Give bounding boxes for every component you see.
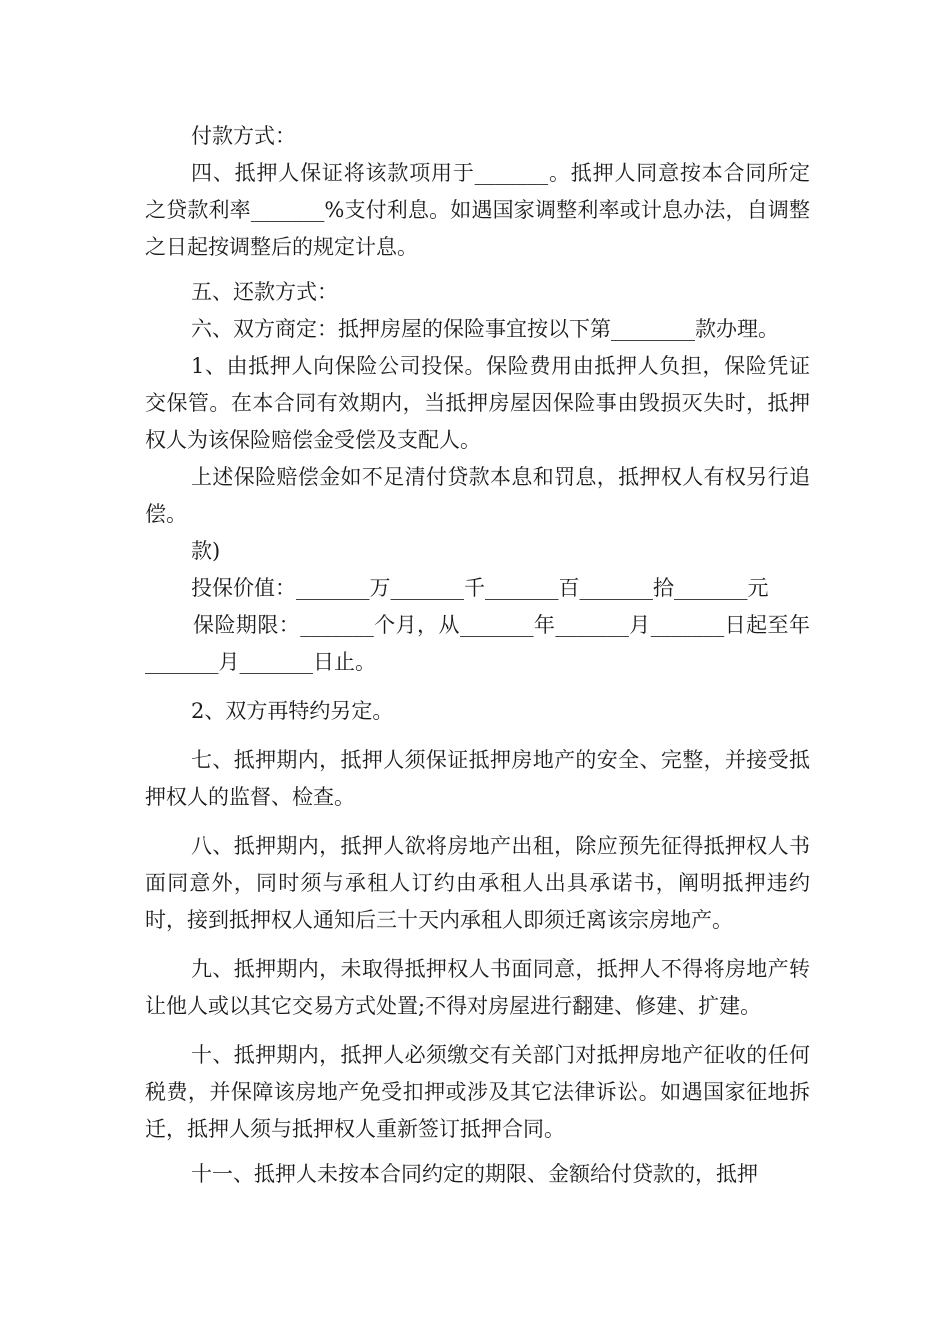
paragraph-insurance-option-2: 2、双方再特约另定。 [191,699,394,723]
paragraph-clause-fragment: 款) [191,539,221,563]
paragraph-clause-6: 六、双方商定：抵押房屋的保险事宜按以下第________款办理。 [191,317,779,341]
paragraph-insurance-period: 保险期限：_______个月，从_______年_______月_______日起至年_______月_______日止。 [145,613,810,674]
paragraph-insurance-option-1: 1、由抵押人向保险公司投保。保险费用由抵押人负担，保险凭证交保管。在本合同有效期内，当抵押房屋因保险事由毁损灭失时，抵押权人为该保险赔偿金受偿及支配人。 [145,354,810,452]
paragraph-clause-10: 十、抵押期内，抵押人必须缴交有关部门对抵押房地产征收的任何税费，并保障该房地产免受扣押或涉及其它法律诉讼。如遇国家征地拆迁，抵押人须与抵押权人重新签订抵押合同。 [145,1043,810,1141]
paragraph-insured-value: 投保价值：_______万_______千_______百_______拾_______元 [191,576,769,600]
paragraph-clause-7: 七、抵押期内，抵押人须保证抵押房地产的安全、完整，并接受抵押权人的监督、检查。 [145,748,810,809]
paragraph-clause-4: 四、抵押人保证将该款项用于_______。抵押人同意按本合同所定之贷款利率_______%支付利息。如遇国家调整利率或计息办法，自调整之日起按调整后的规定计息。 [145,161,810,259]
paragraph-insurance-compensation: 上述保险赔偿金如不足清付贷款本息和罚息，抵押权人有权另行追偿。 [145,465,810,526]
paragraph-clause-5: 五、还款方式： [191,280,338,304]
paragraph-payment-method: 付款方式： [191,124,296,148]
paragraph-clause-8: 八、抵押期内，抵押人欲将房地产出租，除应预先征得抵押权人书面同意外，同时须与承租人订约由承租人出具承诺书，阐明抵押违约时，接到抵押权人通知后三十天内承租人即须迁离该宗房地产。 [145,834,810,932]
document-body [145,118,810,1193]
paragraph-clause-9: 九、抵押期内，未取得抵押权人书面同意，抵押人不得将房地产转让他人或以其它交易方式处置;不得对房屋进行翻建、修建、扩建。 [145,957,810,1018]
paragraph-clause-11: 十一、抵押人未按本合同约定的期限、金额给付贷款的，抵押 [191,1162,758,1186]
